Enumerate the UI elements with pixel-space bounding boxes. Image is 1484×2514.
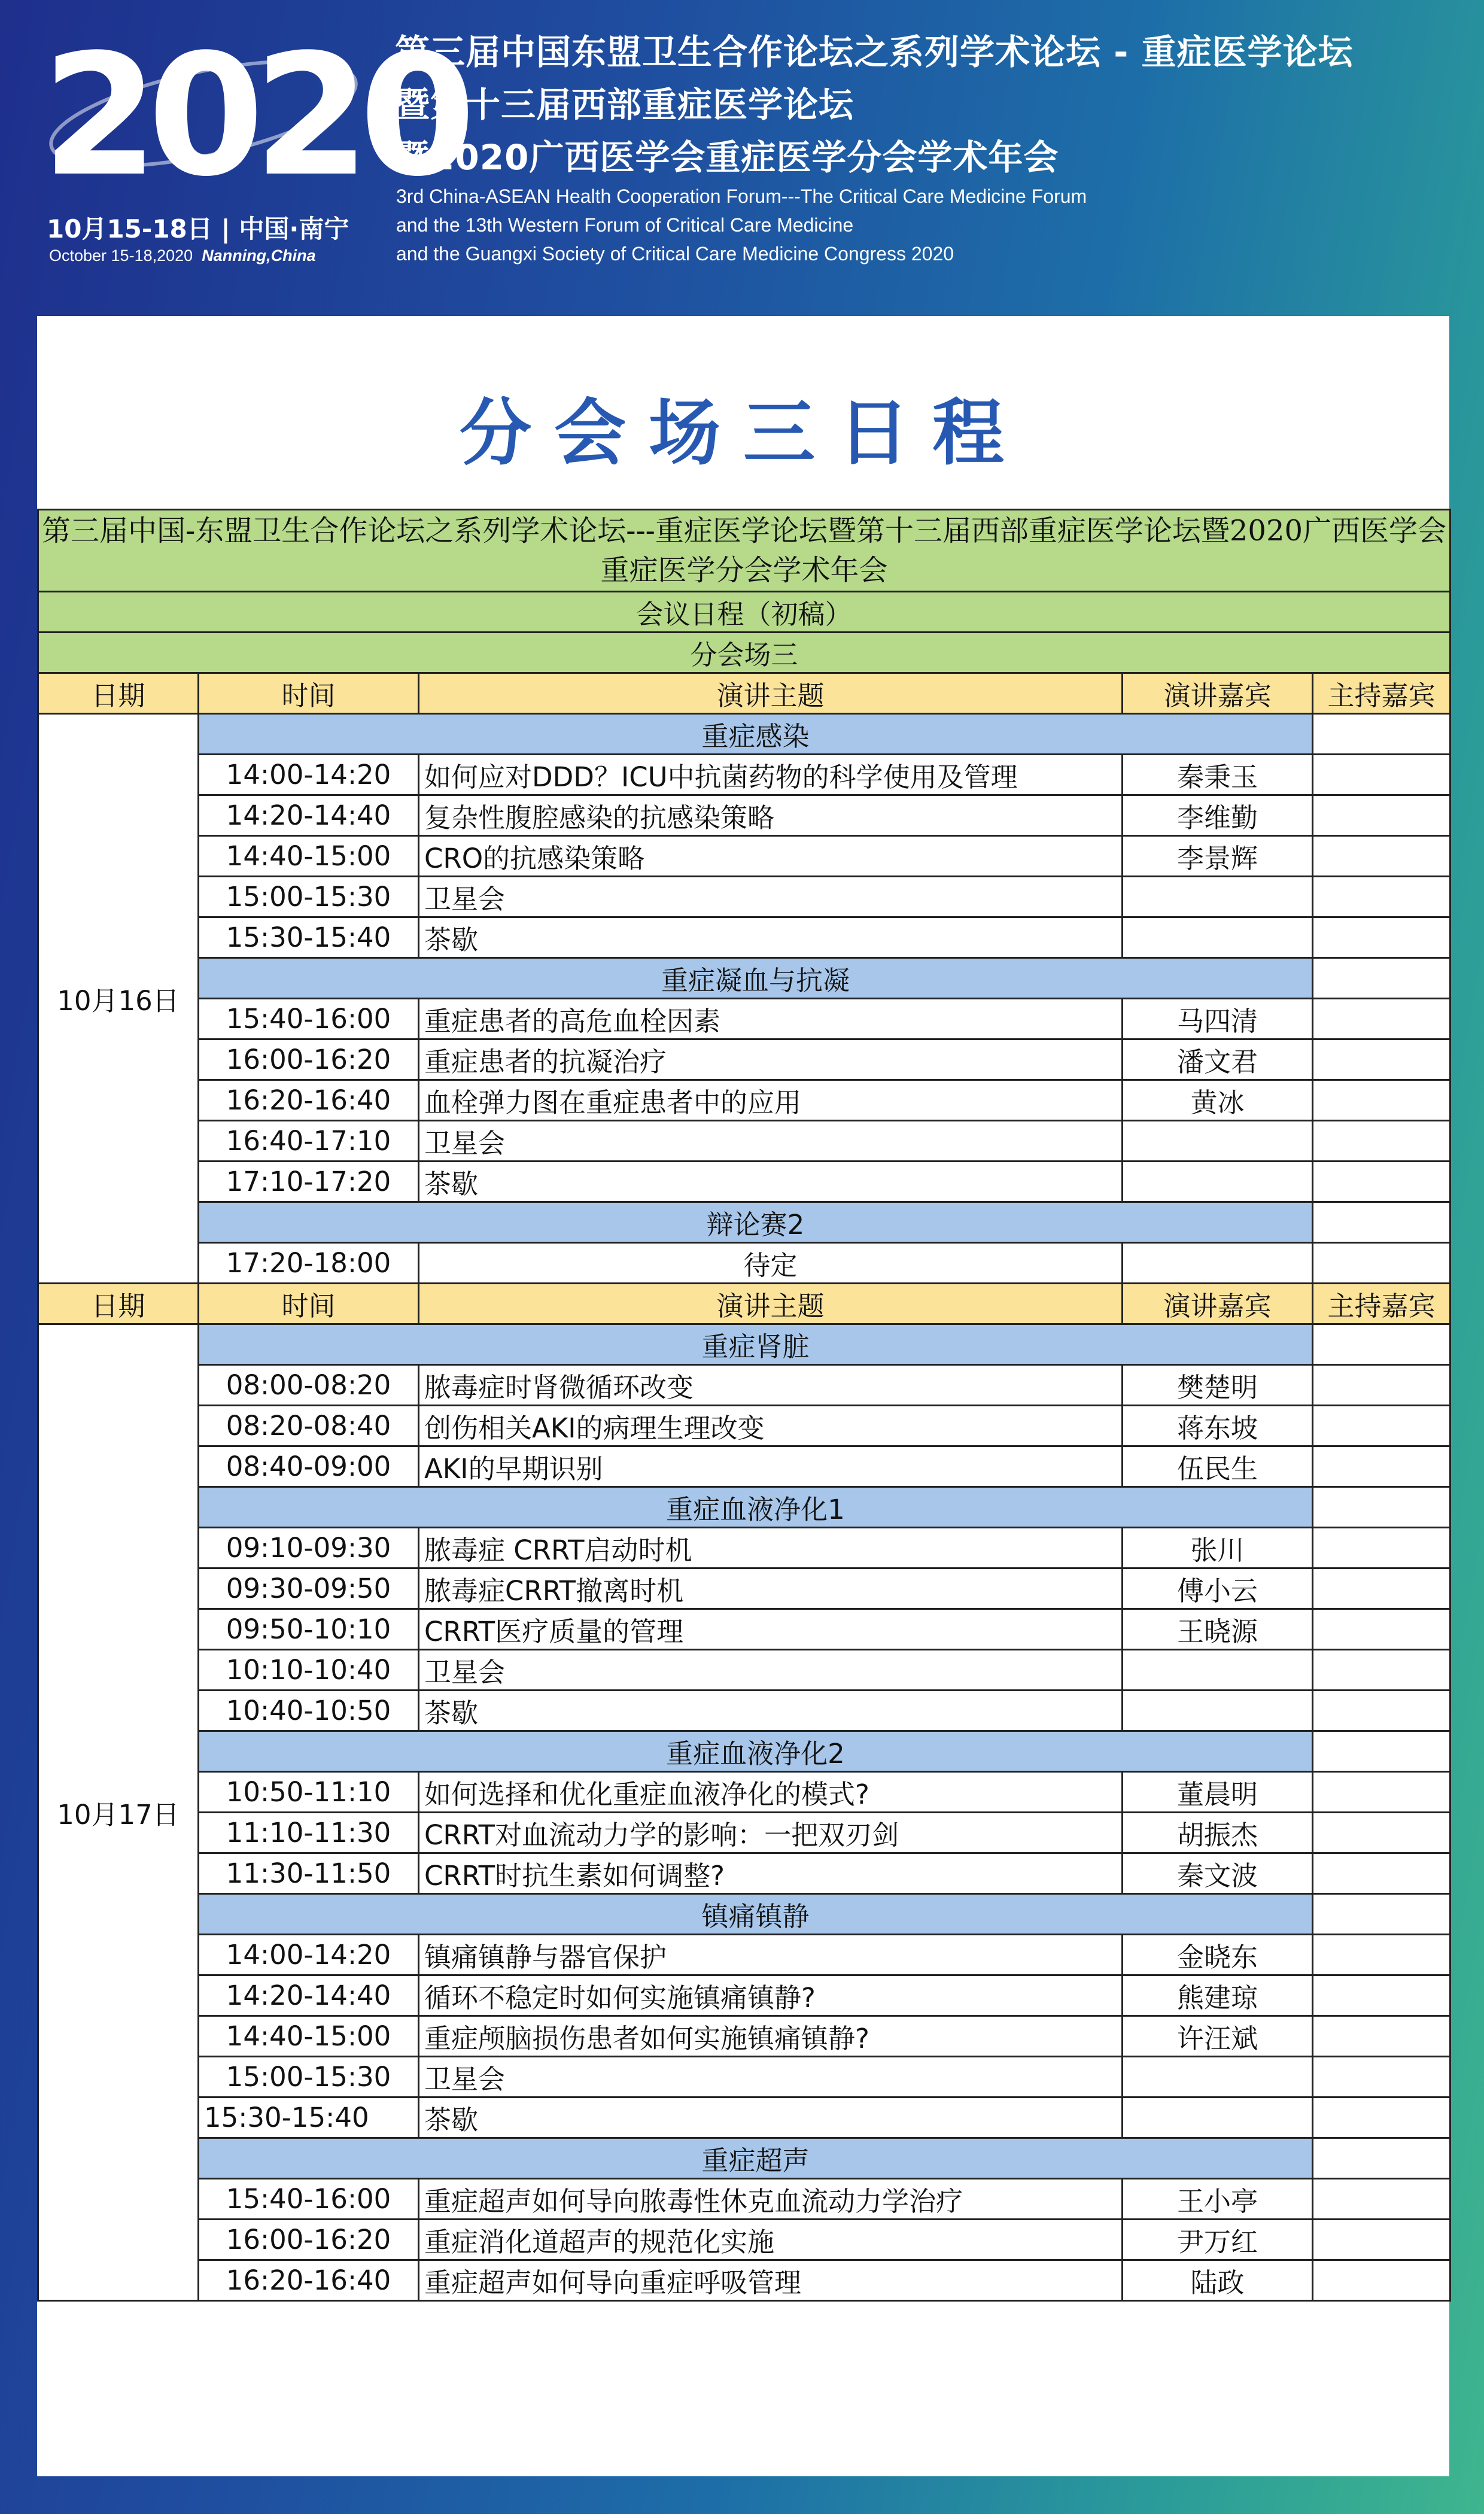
schedule-row: [38, 1121, 1450, 1162]
schedule-row: [38, 877, 1450, 917]
host-cell: [1313, 877, 1450, 917]
topic-cell: 重症消化道超声的规范化实施: [419, 2220, 1123, 2260]
schedule-row: [38, 917, 1450, 958]
host-cell: [1313, 958, 1450, 999]
host-cell: [1313, 1609, 1450, 1650]
column-header: 演讲嘉宾: [1123, 1284, 1313, 1324]
topic-cell: CRO的抗感染策略: [419, 836, 1123, 877]
speaker-cell: [1123, 917, 1313, 958]
time-cell: 14:00-14:20: [199, 1935, 419, 1975]
schedule-row: [38, 1162, 1450, 1202]
topic-cell: 卫星会: [419, 1121, 1123, 1162]
time-cell: 16:00-16:20: [199, 2220, 419, 2260]
session-title: 重症血液净化2: [199, 1731, 1313, 1772]
speaker-cell: [1123, 2057, 1313, 2097]
speaker-cell: 黄冰: [1123, 1080, 1313, 1121]
time-cell: 11:30-11:50: [199, 1853, 419, 1894]
logo-year: 2020: [42, 19, 466, 214]
time-cell: 16:20-16:40: [199, 2260, 419, 2301]
session-row: [38, 2138, 1450, 2179]
schedule-row: [38, 1243, 1450, 1284]
column-header: 演讲嘉宾: [1123, 673, 1313, 714]
schedule-row: [38, 2016, 1450, 2057]
topic-cell: 脓毒症CRRT撤离时机: [419, 1568, 1123, 1609]
time-cell: 15:40-16:00: [199, 999, 419, 1039]
host-cell: [1313, 2220, 1450, 2260]
schedule-row: [38, 1853, 1450, 1894]
session-title: 重症凝血与抗凝: [199, 958, 1313, 999]
time-cell: 15:30-15:40: [199, 917, 419, 958]
topic-cell: CRRT对血流动力学的影响：一把双刃剑: [419, 1813, 1123, 1853]
session-row: [38, 714, 1450, 755]
time-cell: 09:10-09:30: [199, 1528, 419, 1568]
speaker-cell: 秦文波: [1123, 1853, 1313, 1894]
host-cell: [1313, 714, 1450, 755]
host-cell: [1313, 2179, 1450, 2220]
session-title: 辩论赛2: [199, 1202, 1313, 1243]
session-row: [38, 1894, 1450, 1935]
topic-cell: 血栓弹力图在重症患者中的应用: [419, 1080, 1123, 1121]
speaker-cell: 熊建琼: [1123, 1975, 1313, 2016]
host-cell: [1313, 1487, 1450, 1528]
speaker-cell: 蒋东坡: [1123, 1406, 1313, 1446]
host-cell: [1313, 836, 1450, 877]
speaker-cell: 马四清: [1123, 999, 1313, 1039]
column-header: 日期: [38, 1284, 199, 1324]
topic-cell: 如何应对DDD？ICU中抗菌药物的科学使用及管理: [419, 755, 1123, 795]
schedule-panel: [37, 316, 1449, 2476]
host-cell: [1313, 2097, 1450, 2138]
speaker-cell: 张川: [1123, 1528, 1313, 1568]
host-cell: [1313, 1365, 1450, 1406]
topic-cell: 脓毒症时肾微循环改变: [419, 1365, 1123, 1406]
title-en-line-2: and the 13th Western Forum of Critical Care Medicine: [396, 214, 854, 236]
topic-cell: 茶歇: [419, 1691, 1123, 1731]
session-row: [38, 958, 1450, 999]
schedule-row: [38, 2260, 1450, 2301]
page-title: 分会场三日程: [460, 391, 1027, 475]
header-banner: [0, 0, 1484, 311]
host-cell: [1313, 1568, 1450, 1609]
schedule-row: [38, 2179, 1450, 2220]
host-cell: [1313, 917, 1450, 958]
time-cell: 08:00-08:20: [199, 1365, 419, 1406]
schedule-row: [38, 999, 1450, 1039]
time-cell: 09:30-09:50: [199, 1568, 419, 1609]
host-cell: [1313, 999, 1450, 1039]
schedule-row: [38, 1446, 1450, 1487]
schedule-row: [38, 795, 1450, 836]
schedule-row: [38, 1528, 1450, 1568]
host-cell: [1313, 795, 1450, 836]
session-row: [38, 1324, 1450, 1365]
time-cell: 08:20-08:40: [199, 1406, 419, 1446]
topic-cell: 重症超声如何导向脓毒性休克血流动力学治疗: [419, 2179, 1123, 2220]
session-title: 重症感染: [199, 714, 1313, 755]
table-venue: 分会场三: [38, 633, 1450, 673]
time-cell: 15:30-15:40: [199, 2097, 419, 2138]
topic-cell: 镇痛镇静与器官保护: [419, 1935, 1123, 1975]
date-cell: 10月17日: [38, 1324, 199, 2301]
topic-cell: 茶歇: [419, 2097, 1123, 2138]
table-subtitle: 会议日程（初稿）: [38, 592, 1450, 633]
topic-cell: AKI的早期识别: [419, 1446, 1123, 1487]
schedule-row: [38, 2220, 1450, 2260]
speaker-cell: 王晓源: [1123, 1609, 1313, 1650]
speaker-cell: [1123, 1650, 1313, 1691]
host-cell: [1313, 1080, 1450, 1121]
host-cell: [1313, 2057, 1450, 2097]
logo-date-cn: 10月15-18日 | 中国·南宁: [47, 214, 349, 244]
speaker-cell: 金晓东: [1123, 1935, 1313, 1975]
column-header: 演讲主题: [419, 1284, 1123, 1324]
topic-cell: 茶歇: [419, 917, 1123, 958]
schedule-row: [38, 836, 1450, 877]
time-cell: 14:20-14:40: [199, 795, 419, 836]
session-title: 重症超声: [199, 2138, 1313, 2179]
time-cell: 17:20-18:00: [199, 1243, 419, 1284]
topic-cell: 如何选择和优化重症血液净化的模式?: [419, 1772, 1123, 1813]
table-venue-row: [38, 633, 1450, 673]
logo-date-en-place: Nanning,China: [202, 247, 316, 265]
schedule-row: [38, 755, 1450, 795]
speaker-cell: 王小亭: [1123, 2179, 1313, 2220]
host-cell: [1313, 1894, 1450, 1935]
speaker-cell: 李维勤: [1123, 795, 1313, 836]
column-header: 时间: [199, 673, 419, 714]
time-cell: 15:40-16:00: [199, 2179, 419, 2220]
table-title: 第三届中国-东盟卫生合作论坛之系列学术论坛---重症医学论坛暨第十三届西部重症医学论坛暨2020广西医学会重症医学分会学术年会: [38, 510, 1450, 592]
logo-date-en-dates: October 15-18,2020: [49, 247, 193, 265]
topic-cell: CRRT时抗生素如何调整?: [419, 1853, 1123, 1894]
topic-cell: 茶歇: [419, 1162, 1123, 1202]
host-cell: [1313, 1731, 1450, 1772]
schedule-row: [38, 1772, 1450, 1813]
time-cell: 14:40-15:00: [199, 836, 419, 877]
host-cell: [1313, 2138, 1450, 2179]
schedule-table: [37, 509, 1451, 2302]
topic-cell: 复杂性腹腔感染的抗感染策略: [419, 795, 1123, 836]
column-header: 日期: [38, 673, 199, 714]
title-cn-line-3: 暨2020广西医学会重症医学分会学术年会: [395, 137, 1059, 178]
host-cell: [1313, 1202, 1450, 1243]
table-header-row: [38, 1284, 1450, 1324]
session-title: 重症肾脏: [199, 1324, 1313, 1365]
topic-cell: 重症患者的高危血栓因素: [419, 999, 1123, 1039]
speaker-cell: [1123, 1121, 1313, 1162]
topic-cell: 卫星会: [419, 1650, 1123, 1691]
speaker-cell: [1123, 877, 1313, 917]
session-row: [38, 1731, 1450, 1772]
time-cell: 10:50-11:10: [199, 1772, 419, 1813]
session-row: [38, 1487, 1450, 1528]
logo-date-en: [49, 247, 316, 265]
speaker-cell: 尹万红: [1123, 2220, 1313, 2260]
speaker-cell: 许汪斌: [1123, 2016, 1313, 2057]
host-cell: [1313, 1243, 1450, 1284]
time-cell: 14:00-14:20: [199, 755, 419, 795]
topic-cell: 卫星会: [419, 877, 1123, 917]
time-cell: 14:20-14:40: [199, 1975, 419, 2016]
speaker-cell: [1123, 1691, 1313, 1731]
speaker-cell: 董晨明: [1123, 1772, 1313, 1813]
host-cell: [1313, 1528, 1450, 1568]
title-cn-line-1: 第三届中国东盟卫生合作论坛之系列学术论坛 - 重症医学论坛: [395, 32, 1354, 72]
title-en-line-1: 3rd China-ASEAN Health Cooperation Forum---The Critical Care Medicine Forum: [396, 186, 1087, 207]
date-cell: 10月16日: [38, 714, 199, 1284]
speaker-cell: 胡振杰: [1123, 1813, 1313, 1853]
time-cell: 17:10-17:20: [199, 1162, 419, 1202]
time-cell: 10:10-10:40: [199, 1650, 419, 1691]
topic-cell: 卫星会: [419, 2057, 1123, 2097]
schedule-row: [38, 1609, 1450, 1650]
schedule-row: [38, 1365, 1450, 1406]
speaker-cell: [1123, 1162, 1313, 1202]
schedule-row: [38, 1691, 1450, 1731]
speaker-cell: 陆政: [1123, 2260, 1313, 2301]
topic-cell: CRRT医疗质量的管理: [419, 1609, 1123, 1650]
time-cell: 10:40-10:50: [199, 1691, 419, 1731]
schedule-row: [38, 1406, 1450, 1446]
logo-2020: [36, 19, 466, 214]
host-cell: [1313, 1853, 1450, 1894]
time-cell: 16:00-16:20: [199, 1039, 419, 1080]
host-cell: [1313, 1446, 1450, 1487]
host-cell: [1313, 1813, 1450, 1853]
host-cell: [1313, 2260, 1450, 2301]
speaker-cell: 李景辉: [1123, 836, 1313, 877]
schedule-row: [38, 1813, 1450, 1853]
column-header: 演讲主题: [419, 673, 1123, 714]
schedule-row: [38, 2057, 1450, 2097]
column-header: 时间: [199, 1284, 419, 1324]
title-en-line-3: and the Guangxi Society of Critical Care Medicine Congress 2020: [396, 243, 954, 265]
session-row: [38, 1202, 1450, 1243]
host-cell: [1313, 1324, 1450, 1365]
host-cell: [1313, 1121, 1450, 1162]
host-cell: [1313, 2016, 1450, 2057]
speaker-cell: 伍民生: [1123, 1446, 1313, 1487]
schedule-row: [38, 1080, 1450, 1121]
schedule-row: [38, 1650, 1450, 1691]
time-cell: 14:40-15:00: [199, 2016, 419, 2057]
host-cell: [1313, 1772, 1450, 1813]
schedule-row: [38, 2097, 1450, 2138]
session-title: 镇痛镇静: [199, 1894, 1313, 1935]
topic-cell: 重症颅脑损伤患者如何实施镇痛镇静?: [419, 2016, 1123, 2057]
host-cell: [1313, 1935, 1450, 1975]
time-cell: 16:20-16:40: [199, 1080, 419, 1121]
host-cell: [1313, 1406, 1450, 1446]
table-header-row: [38, 673, 1450, 714]
topic-cell: 脓毒症 CRRT启动时机: [419, 1528, 1123, 1568]
session-title: 重症血液净化1: [199, 1487, 1313, 1528]
time-cell: 08:40-09:00: [199, 1446, 419, 1487]
column-header: 主持嘉宾: [1313, 1284, 1450, 1324]
speaker-cell: [1123, 1243, 1313, 1284]
time-cell: 15:00-15:30: [199, 2057, 419, 2097]
topic-cell: 创伤相关AKI的病理生理改变: [419, 1406, 1123, 1446]
host-cell: [1313, 1691, 1450, 1731]
host-cell: [1313, 1162, 1450, 1202]
speaker-cell: 秦秉玉: [1123, 755, 1313, 795]
title-cn-line-2: 暨第十三届西部重症医学论坛: [395, 84, 854, 125]
schedule-row: [38, 1568, 1450, 1609]
time-cell: 15:00-15:30: [199, 877, 419, 917]
column-header: 主持嘉宾: [1313, 673, 1450, 714]
speaker-cell: 潘文君: [1123, 1039, 1313, 1080]
time-cell: 16:40-17:10: [199, 1121, 419, 1162]
speaker-cell: [1123, 2097, 1313, 2138]
host-cell: [1313, 1975, 1450, 2016]
schedule-row: [38, 1975, 1450, 2016]
topic-cell: 待定: [419, 1243, 1123, 1284]
host-cell: [1313, 1039, 1450, 1080]
schedule-row: [38, 1935, 1450, 1975]
topic-cell: 重症患者的抗凝治疗: [419, 1039, 1123, 1080]
time-cell: 09:50-10:10: [199, 1609, 419, 1650]
topic-cell: 循环不稳定时如何实施镇痛镇静?: [419, 1975, 1123, 2016]
table-subtitle-row: [38, 592, 1450, 633]
host-cell: [1313, 755, 1450, 795]
table-title-row: [38, 510, 1450, 592]
speaker-cell: 樊楚明: [1123, 1365, 1313, 1406]
host-cell: [1313, 1650, 1450, 1691]
time-cell: 11:10-11:30: [199, 1813, 419, 1853]
topic-cell: 重症超声如何导向重症呼吸管理: [419, 2260, 1123, 2301]
speaker-cell: 傅小云: [1123, 1568, 1313, 1609]
schedule-row: [38, 1039, 1450, 1080]
